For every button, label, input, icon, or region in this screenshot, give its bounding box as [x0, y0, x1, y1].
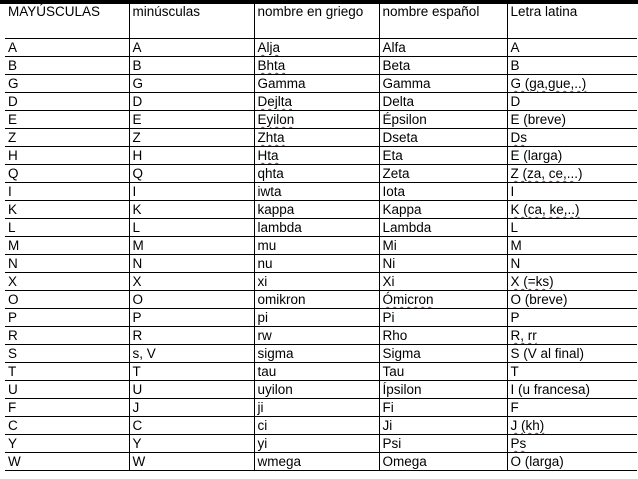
table-row [5, 309, 637, 327]
cell-letra-latina: E (breve) [507, 111, 637, 129]
cell-nombre-griego: pi [254, 309, 379, 327]
table-row [5, 417, 637, 435]
cell-mayuscula: R [5, 327, 129, 345]
cell-minuscula: C [129, 417, 254, 435]
table-row [5, 201, 637, 219]
cell-nombre-espanol: Omega [379, 453, 507, 471]
cell-letra-latina: R, rr [507, 327, 637, 345]
cell-minuscula: B [129, 57, 254, 75]
cell-letra-latina: P [507, 309, 637, 327]
table-header-row [5, 3, 637, 39]
cell-minuscula: E [129, 111, 254, 129]
cell-letra-latina: D [507, 93, 637, 111]
cell-mayuscula: P [5, 309, 129, 327]
cell-mayuscula: S [5, 345, 129, 363]
cell-minuscula: G [129, 75, 254, 93]
header-nombre-griego: nombre en griego [254, 3, 379, 39]
table-row [5, 219, 637, 237]
cell-letra-latina: F [507, 399, 637, 417]
cell-minuscula: s, V [129, 345, 254, 363]
cell-minuscula: J [129, 399, 254, 417]
table-row [5, 345, 637, 363]
cell-nombre-griego: omikron [254, 291, 379, 309]
table-body [5, 39, 637, 471]
cell-nombre-espanol: Pi [379, 309, 507, 327]
cell-mayuscula: H [5, 147, 129, 165]
table-row [5, 93, 637, 111]
cell-nombre-griego: mu [254, 237, 379, 255]
cell-letra-latina: B [507, 57, 637, 75]
cell-letra-latina: M [507, 237, 637, 255]
cell-minuscula: K [129, 201, 254, 219]
cell-letra-latina: Z (za, ce,...) [507, 165, 637, 183]
cell-mayuscula: C [5, 417, 129, 435]
header-mayusculas: MAYÚSCULAS [5, 3, 129, 39]
cell-nombre-griego: rw [254, 327, 379, 345]
cell-nombre-espanol: Psi [379, 435, 507, 453]
cell-nombre-espanol: Ni [379, 255, 507, 273]
cell-nombre-espanol: Delta [379, 93, 507, 111]
cell-nombre-griego: Bhta [254, 57, 379, 75]
header-nombre-espanol: nombre español [379, 3, 507, 39]
cell-nombre-griego: Dejlta [254, 93, 379, 111]
table-row [5, 183, 637, 201]
cell-nombre-espanol: Iota [379, 183, 507, 201]
cell-letra-latina: Ps [507, 435, 637, 453]
cell-mayuscula: U [5, 381, 129, 399]
cell-mayuscula: A [5, 39, 129, 57]
table-row [5, 39, 637, 57]
cell-mayuscula: K [5, 201, 129, 219]
table-row [5, 363, 637, 381]
table-row [5, 381, 637, 399]
cell-nombre-griego: lambda [254, 219, 379, 237]
cell-letra-latina: E (larga) [507, 147, 637, 165]
greek-alphabet-table [5, 2, 637, 471]
cell-nombre-espanol: Dseta [379, 129, 507, 147]
cell-nombre-griego: uyilon [254, 381, 379, 399]
cell-minuscula: X [129, 273, 254, 291]
table-row [5, 57, 637, 75]
cell-letra-latina: A [507, 39, 637, 57]
cell-minuscula: M [129, 237, 254, 255]
cell-mayuscula: Y [5, 435, 129, 453]
cell-nombre-espanol: Alfa [379, 39, 507, 57]
cell-minuscula: P [129, 309, 254, 327]
cell-letra-latina: I [507, 183, 637, 201]
cell-letra-latina: G (ga,gue,..) [507, 75, 637, 93]
table-row [5, 399, 637, 417]
table-row [5, 255, 637, 273]
cell-minuscula: N [129, 255, 254, 273]
cell-nombre-espanol: Mi [379, 237, 507, 255]
cell-nombre-griego: Eyilon [254, 111, 379, 129]
cell-nombre-espanol: Kappa [379, 201, 507, 219]
cell-letra-latina: T [507, 363, 637, 381]
cell-nombre-espanol: Ómicron [379, 291, 507, 309]
cell-letra-latina: J (kh) [507, 417, 637, 435]
cell-nombre-griego: xi [254, 273, 379, 291]
cell-nombre-griego: Hta [254, 147, 379, 165]
cell-mayuscula: D [5, 93, 129, 111]
cell-mayuscula: N [5, 255, 129, 273]
table-row [5, 273, 637, 291]
cell-minuscula: T [129, 363, 254, 381]
cell-mayuscula: W [5, 453, 129, 471]
cell-minuscula: L [129, 219, 254, 237]
cell-minuscula: O [129, 291, 254, 309]
cell-minuscula: A [129, 39, 254, 57]
cell-mayuscula: I [5, 183, 129, 201]
cell-minuscula: Q [129, 165, 254, 183]
cell-mayuscula: M [5, 237, 129, 255]
cell-mayuscula: Z [5, 129, 129, 147]
cell-nombre-espanol: Ji [379, 417, 507, 435]
cell-minuscula: H [129, 147, 254, 165]
cell-minuscula: U [129, 381, 254, 399]
header-minusculas: minúsculas [129, 3, 254, 39]
table-row [5, 129, 637, 147]
cell-nombre-griego: iwta [254, 183, 379, 201]
cell-nombre-espanol: Tau [379, 363, 507, 381]
cell-nombre-griego: yi [254, 435, 379, 453]
cell-minuscula: Y [129, 435, 254, 453]
cell-letra-latina: N [507, 255, 637, 273]
cell-mayuscula: E [5, 111, 129, 129]
cell-nombre-griego: Zhta [254, 129, 379, 147]
cell-nombre-espanol: Xi [379, 273, 507, 291]
cell-mayuscula: T [5, 363, 129, 381]
cell-letra-latina: X (=ks) [507, 273, 637, 291]
cell-letra-latina: O (breve) [507, 291, 637, 309]
cell-minuscula: I [129, 183, 254, 201]
cell-mayuscula: L [5, 219, 129, 237]
cell-nombre-griego: kappa [254, 201, 379, 219]
cell-nombre-espanol: Fi [379, 399, 507, 417]
cell-letra-latina: Ds [507, 129, 637, 147]
cell-letra-latina: L [507, 219, 637, 237]
cell-letra-latina: K (ca, ke,..) [507, 201, 637, 219]
cell-minuscula: Z [129, 129, 254, 147]
cell-mayuscula: G [5, 75, 129, 93]
cell-letra-latina: O (larga) [507, 453, 637, 471]
cell-nombre-griego: Alja [254, 39, 379, 57]
alphabet-table-container [5, 2, 637, 471]
table-row [5, 453, 637, 471]
table-row [5, 435, 637, 453]
table-row [5, 165, 637, 183]
cell-nombre-griego: nu [254, 255, 379, 273]
cell-minuscula: W [129, 453, 254, 471]
cell-nombre-espanol: Épsilon [379, 111, 507, 129]
cell-mayuscula: F [5, 399, 129, 417]
cell-nombre-griego: tau [254, 363, 379, 381]
cell-mayuscula: B [5, 57, 129, 75]
cell-nombre-griego: qhta [254, 165, 379, 183]
cell-minuscula: D [129, 93, 254, 111]
cell-minuscula: R [129, 327, 254, 345]
table-row [5, 111, 637, 129]
table-row [5, 327, 637, 345]
cell-nombre-espanol: Zeta [379, 165, 507, 183]
cell-nombre-espanol: Gamma [379, 75, 507, 93]
cell-nombre-espanol: Rho [379, 327, 507, 345]
table-row [5, 147, 637, 165]
header-letra-latina: Letra latina [507, 3, 637, 39]
cell-nombre-espanol: Sigma [379, 345, 507, 363]
table-row [5, 75, 637, 93]
cell-mayuscula: X [5, 273, 129, 291]
cell-nombre-griego: Gamma [254, 75, 379, 93]
cell-nombre-griego: ci [254, 417, 379, 435]
table-row [5, 291, 637, 309]
cell-letra-latina: I (u francesa) [507, 381, 637, 399]
cell-nombre-griego: sigma [254, 345, 379, 363]
cell-mayuscula: Q [5, 165, 129, 183]
cell-mayuscula: O [5, 291, 129, 309]
cell-nombre-espanol: Lambda [379, 219, 507, 237]
cell-nombre-griego: wmega [254, 453, 379, 471]
cell-letra-latina: S (V al final) [507, 345, 637, 363]
cell-nombre-espanol: Eta [379, 147, 507, 165]
cell-nombre-espanol: Beta [379, 57, 507, 75]
table-row [5, 237, 637, 255]
cell-nombre-espanol: Ípsilon [379, 381, 507, 399]
cell-nombre-griego: ji [254, 399, 379, 417]
